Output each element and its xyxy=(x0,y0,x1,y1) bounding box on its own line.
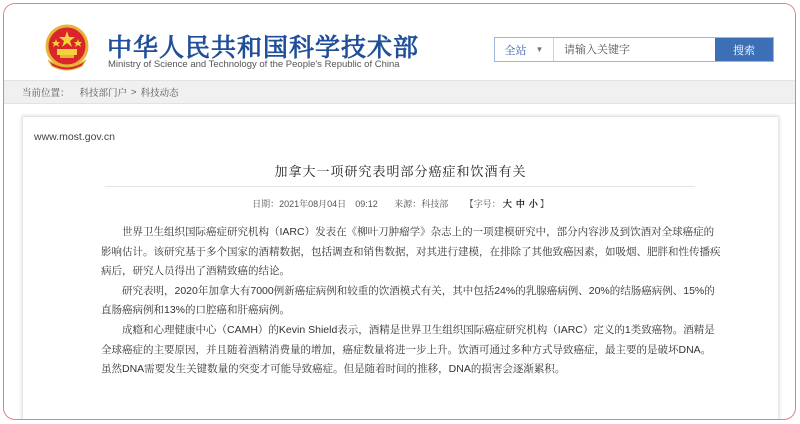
source-value: 科技部 xyxy=(421,199,449,209)
font-size-control xyxy=(465,199,549,209)
article-paragraph: 世界卫生组织国际癌症研究机构（IARC）发表在《柳叶刀肿瘤学》杂志上的一项建模研究中，部分内容涉及到饮酒对全球癌症的影响估计。该研究基于多个国家的酒精数据，包括调查和销售数据，对其进行建模，在排除了其他致癌因素，如吸烟、肥胖和性传播疾病后，研究人员得出了酒精致癌的结论。 xyxy=(101,226,721,278)
font-size-end: 】 xyxy=(539,199,549,209)
source-label: 来源： xyxy=(394,199,422,209)
breadcrumb-separator: > xyxy=(131,86,137,98)
site-subtitle: Ministry of Science and Technology of the People's Republic of China xyxy=(108,59,400,70)
breadcrumb-label: 当前位置： xyxy=(22,88,70,99)
article-card xyxy=(22,116,779,420)
source-field xyxy=(394,199,448,209)
chevron-down-icon: ▼ xyxy=(535,45,544,54)
date-field xyxy=(252,199,378,209)
site-header xyxy=(4,4,795,80)
article-title: 加拿大一项研究表明部分癌症和饮酒有关 xyxy=(274,165,527,180)
search-input[interactable] xyxy=(554,38,714,61)
screenshot-frame xyxy=(3,3,796,420)
search-button[interactable]: 搜索 xyxy=(715,38,773,61)
date-label: 日期： xyxy=(252,199,280,209)
font-size-medium[interactable]: 中 xyxy=(515,199,525,209)
article-meta xyxy=(23,197,778,210)
site-title[interactable]: 中华人民共和国科学技术部 xyxy=(107,33,420,62)
national-emblem-icon[interactable] xyxy=(42,22,92,74)
font-size-label: 【字号： xyxy=(464,199,501,209)
breadcrumb-item-news[interactable]: 科技动态 xyxy=(140,88,179,99)
date-value: 2021年08月04日 xyxy=(279,199,347,209)
site-url: www.most.gov.cn xyxy=(34,131,115,143)
breadcrumb xyxy=(4,80,795,104)
title-divider xyxy=(105,186,695,187)
article-body xyxy=(101,223,721,380)
search-scope-select[interactable] xyxy=(495,38,554,61)
search-scope-label: 全站 xyxy=(504,44,527,57)
breadcrumb-item-portal[interactable]: 科技部门户 xyxy=(79,88,128,99)
font-size-small[interactable]: 小 xyxy=(528,199,538,209)
time-value: 09:12 xyxy=(355,199,378,209)
search-box xyxy=(494,37,774,62)
article-paragraph: 成瘾和心理健康中心（CAMH）的Kevin Shield表示，酒精是世界卫生组织国际癌症研究机构（IARC）定义的1类致癌物。酒精是全球癌症的主要原因，并且随着酒精消费量的增加，癌症数量将进一步上升。饮酒可通过多种方式导致癌症，最主要的是破坏DNA。虽然DNA需要发生关键数量的突变才可能导致癌症。但是随着时间的推移，DNA的损害会逐渐累积。 xyxy=(101,323,715,376)
font-size-large[interactable]: 大 xyxy=(502,199,512,209)
article-paragraph: 研究表明，2020年加拿大有7000例新癌症病例和较重的饮酒模式有关，其中包括24%的乳腺癌病例、20%的结肠癌病例、15%的直肠癌病例和13%的口腔癌和肝癌病例。 xyxy=(101,284,715,317)
